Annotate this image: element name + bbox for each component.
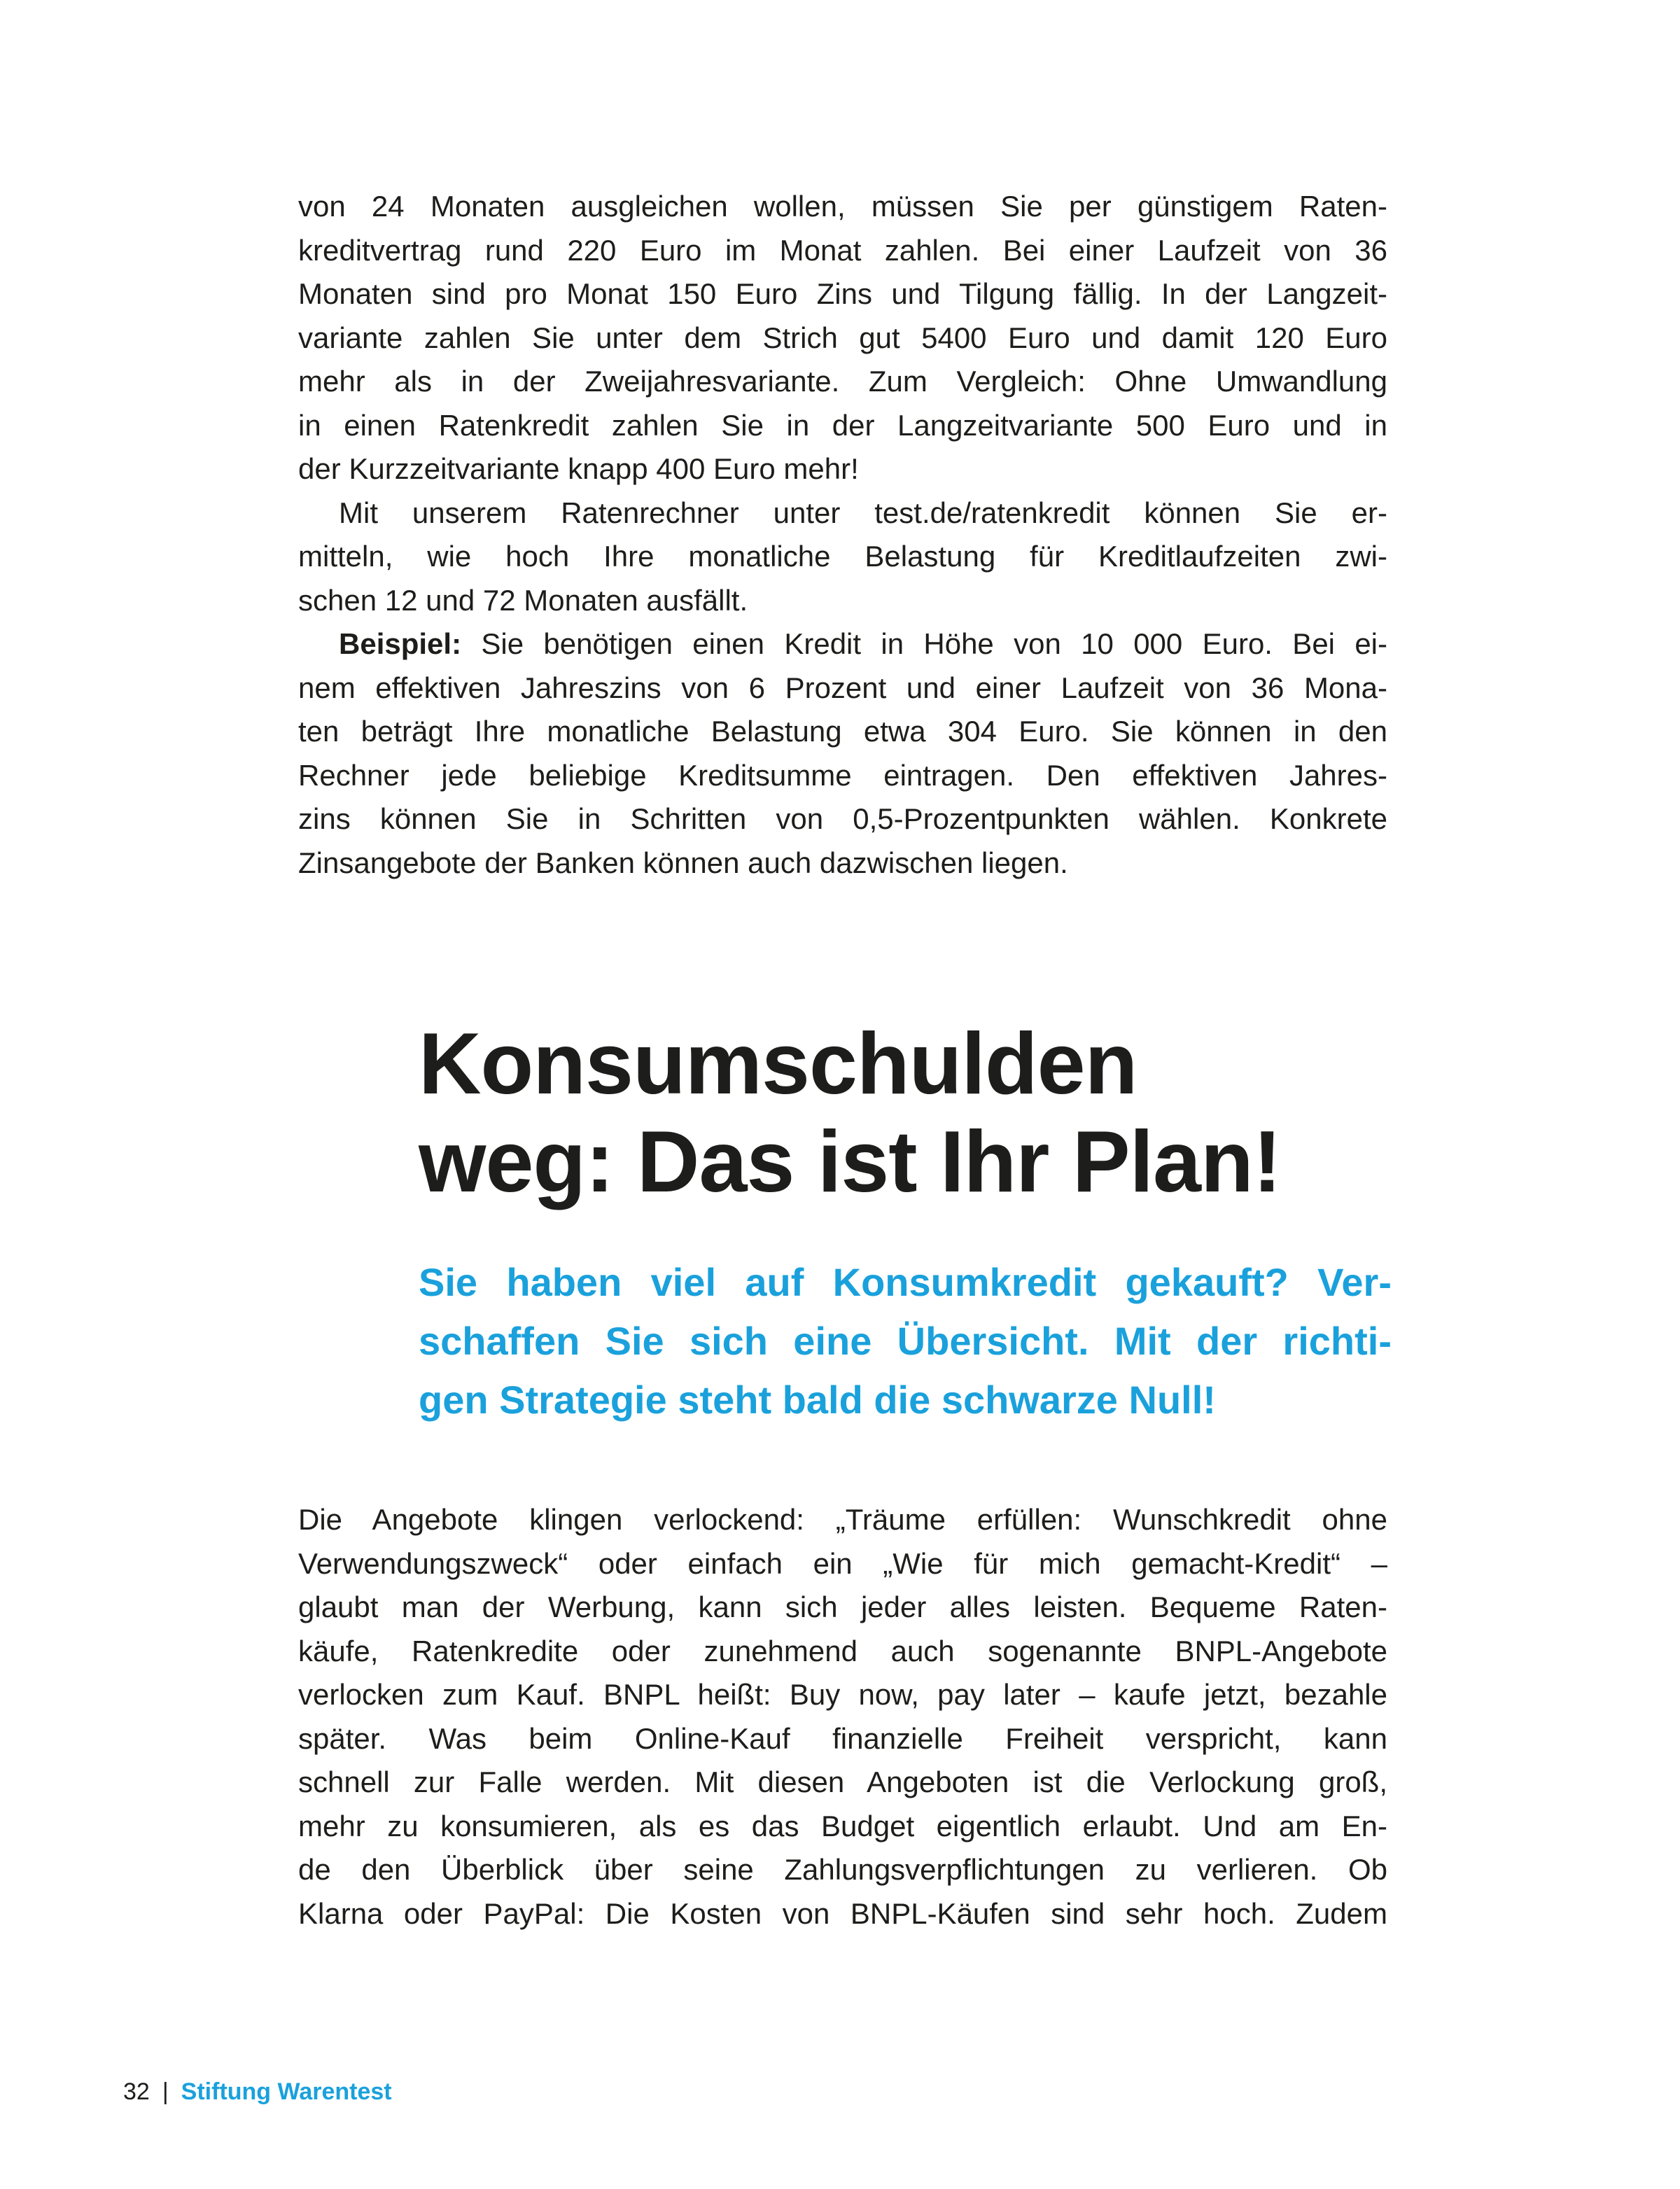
text-line: schen 12 und 72 Monaten ausfällt.	[298, 583, 748, 617]
text-line: zins können Sie in Schritten von 0,5-Prozentpunkten wählen. Konkrete	[298, 802, 1387, 835]
text-line: käufe, Ratenkredite oder zunehmend auch sogenannte BNPL-Angebote	[298, 1634, 1387, 1667]
body-text	[298, 1498, 1387, 1936]
text-line: Monaten sind pro Monat 150 Euro Zins und Tilgung fällig. In der Langzeit-	[298, 277, 1387, 310]
subheading-line: Sie haben viel auf Konsumkredit gekauft? Ver-	[419, 1260, 1392, 1304]
text-line: mehr als in der Zweijahresvariante. Zum Vergleich: Ohne Umwandlung	[298, 365, 1387, 398]
page-number: 32	[123, 2078, 150, 2105]
text-line: Zinsangebote der Banken können auch dazwischen liegen.	[298, 846, 1068, 879]
heading-line: weg: Das ist Ihr Plan!	[419, 1114, 1282, 1210]
footer-separator: |	[162, 2078, 169, 2105]
chapter-subheading	[419, 1253, 1392, 1429]
text-line: der Kurzzeitvariante knapp 400 Euro mehr!	[298, 452, 859, 485]
brand-name: Stiftung Warentest	[181, 2078, 392, 2105]
text-line: kreditvertrag rund 220 Euro im Monat zahlen. Bei einer Laufzeit von 36	[298, 233, 1387, 267]
text-line: Klarna oder PayPal: Die Kosten von BNPL-Käufen sind sehr hoch. Zudem	[298, 1896, 1387, 1930]
text-line: ten beträgt Ihre monatliche Belastung etwa 304 Euro. Sie können in den	[298, 715, 1387, 748]
text-line: Die Angebote klingen verlockend: „Träume erfüllen: Wunschkredit ohne	[298, 1503, 1387, 1536]
text-line: variante zahlen Sie unter dem Strich gut 5400 Euro und damit 120 Euro	[298, 321, 1387, 354]
page-footer	[123, 2076, 392, 2107]
text-line: verlocken zum Kauf. BNPL heißt: Buy now, pay later – kaufe jetzt, bezahle	[298, 1678, 1387, 1711]
chapter-heading	[419, 1015, 1281, 1211]
text-line: Mit unserem Ratenrechner unter test.de/ratenkredit können Sie er-	[339, 496, 1387, 529]
text-line: Verwendungszweck“ oder einfach ein „Wie für mich gemacht-Kredit“ –	[298, 1546, 1387, 1580]
heading-line: Konsumschulden	[419, 1016, 1138, 1112]
text-line	[298, 622, 1387, 666]
text-line: von 24 Monaten ausgleichen wollen, müssen Sie per günstigem Raten-	[298, 190, 1387, 223]
text-line: später. Was beim Online-Kauf finanzielle Freiheit verspricht, kann	[298, 1721, 1387, 1755]
text-line: mitteln, wie hoch Ihre monatliche Belastung für Kreditlaufzeiten zwi-	[298, 540, 1387, 573]
text-line: nem effektiven Jahreszins von 6 Prozent und einer Laufzeit von 36 Mona-	[298, 671, 1387, 704]
text-span: Sie benötigen einen Kredit in Höhe von 10 000 Euro. Bei ei-	[481, 627, 1388, 660]
text-line: de den Überblick über seine Zahlungsverpflichtungen zu verlieren. Ob	[298, 1853, 1387, 1886]
example-label: Beispiel:	[339, 627, 462, 660]
subheading-line: schaffen Sie sich eine Übersicht. Mit der richti-	[419, 1319, 1392, 1363]
text-line: glaubt man der Werbung, kann sich jeder alles leisten. Bequeme Raten-	[298, 1590, 1387, 1623]
text-line: Rechner jede beliebige Kreditsumme eintragen. Den effektiven Jahres-	[298, 758, 1387, 792]
text-line: mehr zu konsumieren, als es das Budget eigentlich erlaubt. Und am En-	[298, 1809, 1387, 1842]
text-line: in einen Ratenkredit zahlen Sie in der Langzeitvariante 500 Euro und in	[298, 408, 1387, 442]
intro-text	[298, 185, 1387, 885]
text-line: schnell zur Falle werden. Mit diesen Angeboten ist die Verlockung groß,	[298, 1765, 1387, 1798]
subheading-line: gen Strategie steht bald die schwarze Null!	[419, 1378, 1216, 1422]
